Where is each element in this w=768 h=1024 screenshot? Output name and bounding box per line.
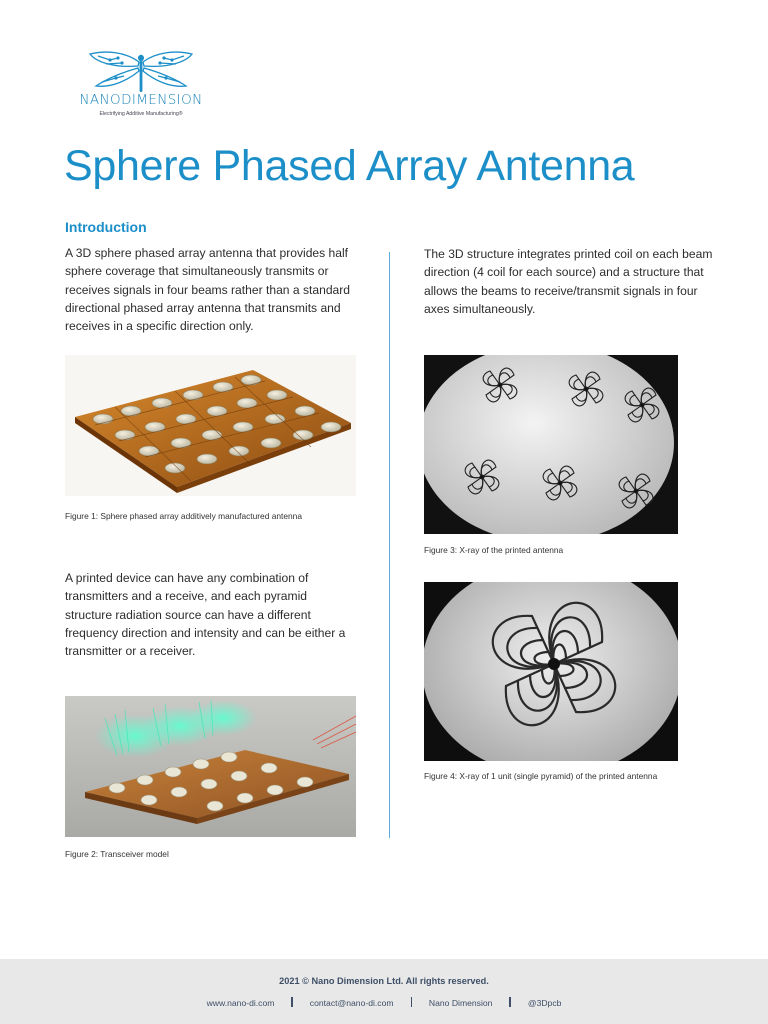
page-title: Sphere Phased Array Antenna <box>64 142 635 190</box>
figure-4-caption: Figure 4: X-ray of 1 unit (single pyramid) of the printed antenna <box>424 771 658 781</box>
figure-1-caption: Figure 1: Sphere phased array additively manufactured antenna <box>65 511 302 521</box>
footer-separator <box>411 997 412 1007</box>
intro-paragraph: A 3D sphere phased array antenna that provides half sphere coverage that simultaneously transmits or receives signals in four beams rather than a standard directional phased array antenna that transmits and receives in a specific direction only. <box>65 246 351 334</box>
section-heading: Introduction <box>65 219 147 235</box>
footer-separator <box>291 997 292 1007</box>
figure-1-image <box>65 355 356 496</box>
column-divider <box>389 252 390 838</box>
nano-dimension-logo[interactable] <box>66 48 216 120</box>
figure-2-caption: Figure 2: Transceiver model <box>65 849 169 859</box>
website-link[interactable]: www.nano-di.com <box>206 998 275 1008</box>
figure-3-image <box>424 355 678 534</box>
device-paragraph: A printed device can have any combination of transmitters and a receive, and each pyramid structure radiation source can have a different frequency direction and intensity and can be either a transmitter or a receiver. <box>65 571 346 659</box>
dragonfly-icon <box>66 48 216 92</box>
footer-separator <box>509 997 510 1007</box>
structure-paragraph: The 3D structure integrates printed coil on each beam direction (4 coil for each source) and a structure that allows the beams to receive/transmit signals in four axes simultaneously. <box>424 247 713 316</box>
page-footer <box>0 959 768 1024</box>
email-link[interactable]: contact@nano-di.com <box>309 998 394 1008</box>
figure-4-image <box>424 582 678 761</box>
social-handle-link[interactable]: @3Dpcb <box>527 998 562 1008</box>
copyright-text: 2021 © Nano Dimension Ltd. All rights reserved. <box>279 976 489 986</box>
footer-links <box>0 997 768 1008</box>
figure-2-image <box>65 696 356 837</box>
brand-tagline: Electrifying Additive Manufacturing® <box>99 111 183 117</box>
brand-wordmark: NANODIMENSION <box>79 92 203 108</box>
figure-3-caption: Figure 3: X-ray of the printed antenna <box>424 545 564 555</box>
company-link[interactable]: Nano Dimension <box>428 998 493 1008</box>
